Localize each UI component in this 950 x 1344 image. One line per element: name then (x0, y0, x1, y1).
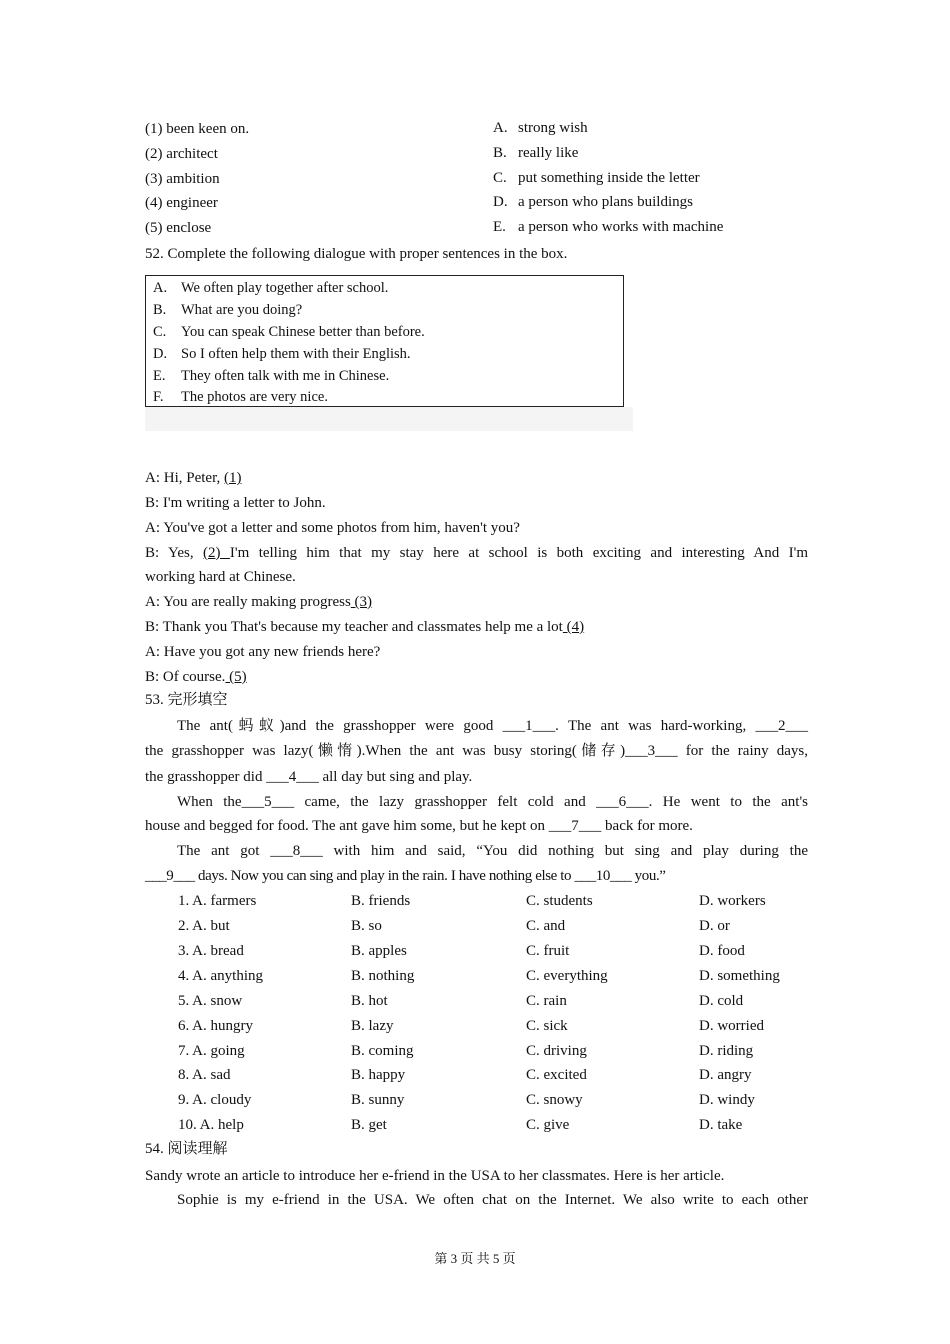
blank-4: (4) (562, 619, 585, 635)
option-a: 6. A. hungry (178, 1018, 253, 1034)
box-option-c: C. You can speak Chinese better than before. (153, 324, 425, 340)
option-d: D. food (699, 943, 745, 959)
option-a: 4. A. anything (178, 968, 263, 984)
option-a: 1. A. farmers (178, 893, 257, 909)
matching-term-3: (3) ambition (145, 171, 220, 187)
dialogue-line-9: B: Of course. (5) (145, 669, 247, 685)
option-a: 2. A. but (178, 918, 230, 934)
q52-title: 52. Complete the following dialogue with proper sentences in the box. (145, 246, 568, 262)
cloze-line-7: ___9___ days. Now you can sing and play in the rain. I have nothing else to ___10___ you.” (145, 868, 666, 884)
option-b: B. happy (351, 1067, 406, 1083)
sentence-box (145, 275, 624, 407)
option-b: B. friends (351, 893, 411, 909)
reading-line-1: Sophie is my e-friend in the USA. We often chat on the Internet. We also write to each other (177, 1192, 808, 1208)
dialogue-line-8: A: Have you got any new friends here? (145, 644, 381, 660)
option-c: C. everything (526, 968, 608, 984)
option-d: D. something (699, 968, 780, 984)
box-option-f: F. The photos are very nice. (153, 389, 328, 405)
page-footer: 第 3 页 共 5 页 (434, 1251, 516, 1266)
blank-2: (2) (203, 545, 230, 561)
option-c: C. excited (526, 1067, 587, 1083)
option-b: B. lazy (351, 1018, 394, 1034)
option-c: C. rain (526, 993, 567, 1009)
blank-3: (3) (350, 594, 373, 610)
matching-def-a: A. strong wish (493, 120, 588, 136)
option-b: B. get (351, 1117, 387, 1133)
matching-term-5: (5) enclose (145, 220, 212, 236)
dialogue-line-4: B: Yes, (2) I'm telling him that my stay here at school is both exciting and interesting And I'm (145, 545, 808, 561)
option-d: D. take (699, 1117, 743, 1133)
dialogue-line-2: B: I'm writing a letter to John. (145, 495, 326, 511)
reading-intro: Sandy wrote an article to introduce her e-friend in the USA to her classmates. Here is her article. (145, 1168, 725, 1184)
dialogue-line-5: working hard at Chinese. (145, 569, 296, 585)
option-a: 5. A. snow (178, 993, 243, 1009)
cloze-line-2: the grasshopper was lazy(懒惰).When the ant was busy storing(储存)___3___ for the rainy days, (145, 743, 808, 759)
option-a: 3. A. bread (178, 943, 244, 959)
option-d: D. angry (699, 1067, 752, 1083)
option-d: D. riding (699, 1043, 754, 1059)
option-d: D. or (699, 918, 730, 934)
option-d: D. windy (699, 1092, 755, 1108)
option-a: 7. A. going (178, 1043, 245, 1059)
option-d: D. cold (699, 993, 744, 1009)
cloze-line-1: The ant(蚂蚁)and the grasshopper were good ___1___. The ant was hard-working, ___2___ (177, 718, 808, 734)
option-c: C. fruit (526, 943, 570, 959)
matching-term-1: (1) been keen on. (145, 121, 250, 137)
dialogue-line-7: B: Thank you That's because my teacher and classmates help me a lot (4) (145, 619, 585, 635)
dialogue-line-3: A: You've got a letter and some photos from him, haven't you? (145, 520, 520, 536)
option-c: C. students (526, 893, 593, 909)
option-c: C. snowy (526, 1092, 583, 1108)
matching-def-b: B. really like (493, 145, 579, 161)
blank-5: (5) (225, 669, 247, 685)
option-a: 9. A. cloudy (178, 1092, 252, 1108)
q54-title: 54. 阅读理解 (145, 1141, 228, 1157)
box-option-d: D. So I often help them with their English. (153, 346, 411, 362)
cloze-line-3: the grasshopper did ___4___ all day but sing and play. (145, 769, 473, 785)
option-c: C. sick (526, 1018, 568, 1034)
option-b: B. nothing (351, 968, 415, 984)
matching-def-c: C. put something inside the letter (493, 170, 700, 186)
matching-def-e: E. a person who works with machine (493, 219, 724, 235)
q53-title: 53. 完形填空 (145, 692, 228, 708)
option-c: C. driving (526, 1043, 587, 1059)
dialogue-line-6: A: You are really making progress (3) (145, 594, 373, 610)
box-shadow (145, 407, 633, 431)
box-option-a: A. We often play together after school. (153, 280, 389, 296)
dialogue-line-1: A: Hi, Peter, (1) (145, 470, 242, 486)
option-b: B. so (351, 918, 382, 934)
option-b: B. apples (351, 943, 407, 959)
option-c: C. give (526, 1117, 570, 1133)
blank-1: (1) (223, 470, 242, 486)
cloze-line-5: house and begged for food. The ant gave him some, but he kept on ___7___ back for more. (145, 818, 693, 834)
option-d: D. worried (699, 1018, 764, 1034)
option-c: C. and (526, 918, 566, 934)
cloze-line-6: The ant got ___8___ with him and said, “You did nothing but sing and play during the (177, 843, 808, 859)
matching-term-4: (4) engineer (145, 195, 218, 211)
cloze-line-4: When the___5___ came, the lazy grasshopper felt cold and ___6___. He went to the ant's (177, 794, 808, 810)
option-b: B. hot (351, 993, 388, 1009)
option-d: D. workers (699, 893, 766, 909)
matching-term-2: (2) architect (145, 146, 218, 162)
option-b: B. coming (351, 1043, 414, 1059)
option-b: B. sunny (351, 1092, 405, 1108)
box-option-b: B. What are you doing? (153, 302, 303, 318)
option-a: 8. A. sad (178, 1067, 231, 1083)
matching-def-d: D. a person who plans buildings (493, 194, 693, 210)
option-a: 10. A. help (178, 1117, 244, 1133)
box-option-e: E. They often talk with me in Chinese. (153, 368, 390, 384)
